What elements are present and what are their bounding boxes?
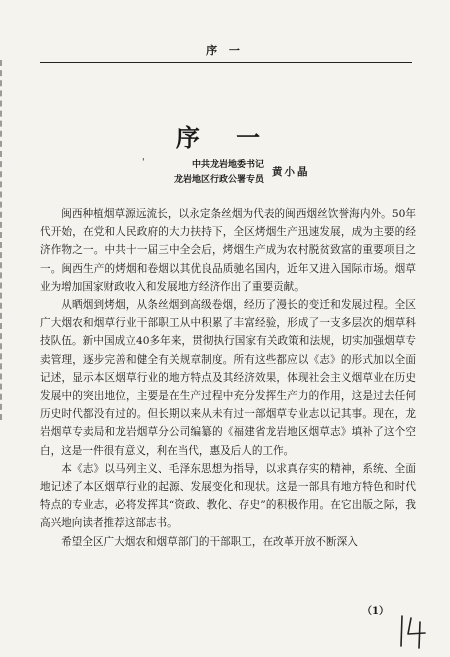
page-number: （1） (362, 606, 389, 617)
paragraph: 本《志》以马列主义、毛泽东思想为指导，以求真存实的精神，系统、全面地记述了本区烟草行业的起源、发展变化和现状。这是一部具有地方特色和时代特点的专业志，必将发挥其“资政、教化、存史”的积极作用。在它出版之际，我高兴地向读者推荐这部志书。 (40, 462, 416, 530)
author-name: 黄小晶 (272, 166, 310, 178)
running-header: 序 一 (206, 44, 244, 57)
paragraph: 闽西种植烟草源远流长，以永定条丝烟为代表的闽西烟丝饮誉海内外。50年代开始，在党和人民政府的大力扶持下，全区烤烟生产迅速发展，成为主要的经济作物之一。中共十一届三中全会后，烤烟生产成为农村脱贫致富的重要项目之一。闽西生产的烤烟和卷烟以其优良品质驰名国内，近年又进入国际市场。烟草业为增加国家财政收入和发展地方经济作出了重要贡献。 (40, 208, 416, 293)
author-roles (152, 158, 264, 188)
binding-edge-marks (0, 60, 6, 420)
author-role-2: 龙岩地区行政公署专员 (173, 175, 264, 185)
page-title: 序 一 (175, 123, 275, 152)
byline-mark: ' (142, 158, 145, 168)
preface-body (40, 205, 416, 551)
paragraph: 希望全区广大烟农和烟草部门的干部职工，在改革开放不断深入 (61, 535, 358, 548)
header-rule (40, 62, 412, 63)
handwritten-mark (396, 612, 430, 650)
paragraph: 从晒烟到烤烟，从条丝烟到高级卷烟，经历了漫长的变迁和发展过程。全区广大烟农和烟草行业干部职工从中积累了丰富经验，形成了一支多层次的烟草科技队伍。新中国成立40多年来，贯彻执行国家有关政策和法规，切实加强烟草专卖管理，逐步完善和健全有关规章制度。所有这些都应以《志》的形式加以全面记述，显示本区烟草行业的地方特点及其经济效果，体现社会主义烟草业在历史发展中的突出地位，主要是在生产过程中充分发挥生产力的作用，这是过去任何历史时代都没有过的。但长期以来从未有过一部烟草专业志以记其事。现在，龙岩烟草专卖局和龙岩烟草分公司编纂的《福建省龙岩地区烟草志》填补了这个空白，这是一件很有意义，利在当代，惠及后人的工作。 (40, 299, 416, 457)
author-role-1: 中共龙岩地委书记 (191, 160, 264, 170)
byline (120, 158, 370, 192)
